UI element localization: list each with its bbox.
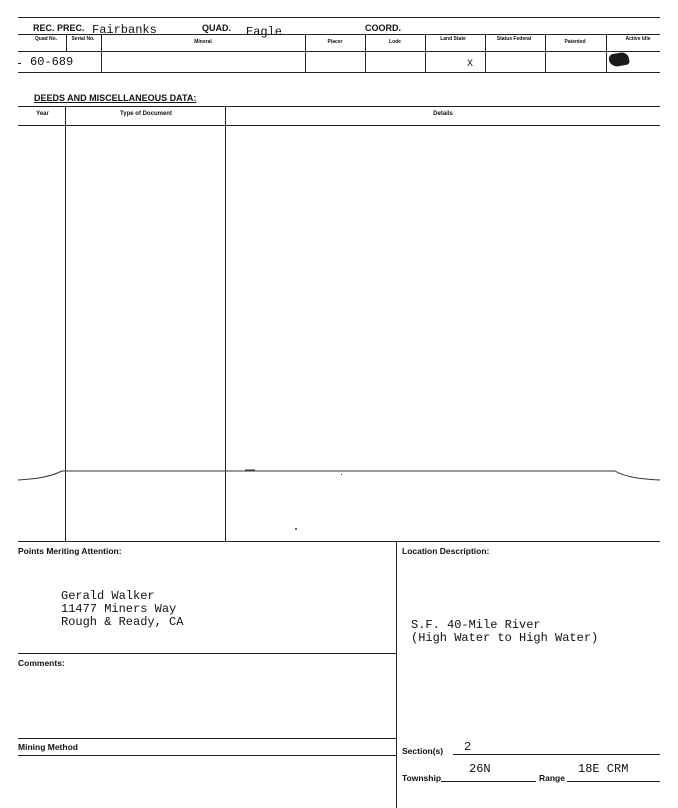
speck [295,528,297,530]
col-status-federal: Status Federal [496,36,532,42]
comments-label: Comments: [18,658,65,668]
mining-method-label: Mining Method [18,742,78,752]
quad-no-value: 60-689 [30,55,74,69]
land-state-mark: X [467,59,474,70]
coord-label: COORD. [365,23,401,33]
section-value: 2 [464,740,472,754]
range-value: 18E CRM [578,762,629,776]
header-top-rule [18,17,660,18]
quad-value: Eagle [246,25,283,39]
rec-prec-label: REC. PREC. [33,23,85,33]
col-placer: Placer [327,39,343,45]
points-text: Gerald Walker 11477 Miners Way Rough & Ready, CA [61,589,184,629]
deeds-title: DEEDS AND MISCELLANEOUS DATA: [34,93,197,103]
speck [341,474,342,475]
quad-label: QUAD. [202,23,231,33]
township-value: 26N [469,762,491,776]
col-mineral: Mineral [194,39,212,45]
col-land-state: Land State [440,36,466,42]
rec-prec-value: Fairbanks [92,23,157,37]
col-type-of-document: Type of Document [120,111,172,117]
column-header-rule [18,51,660,52]
col-lode: Lode [389,39,401,45]
col-patented: Patented [564,39,586,45]
header-label-rule [18,34,660,35]
col-active-idle: Active Idle [625,36,651,42]
location-label: Location Description: [402,546,490,556]
fold-line [0,460,678,490]
col-quad-no: Quad No. [34,36,58,42]
record-row-bottom-rule [18,72,660,73]
township-label: Township [402,773,442,783]
section-label: Section(s) [402,746,444,756]
points-label: Points Meriting Attention: [18,546,122,556]
col-year: Year [36,111,49,117]
col-serial-no: Serial No. [71,36,95,42]
range-label: Range [539,773,565,783]
bottom-divider [396,541,397,808]
record-row-tick [18,63,21,64]
col-details: Details [433,111,453,117]
active-idle-stamp [608,51,630,67]
location-text: S.F. 40-Mile River (High Water to High Water) [411,618,599,645]
